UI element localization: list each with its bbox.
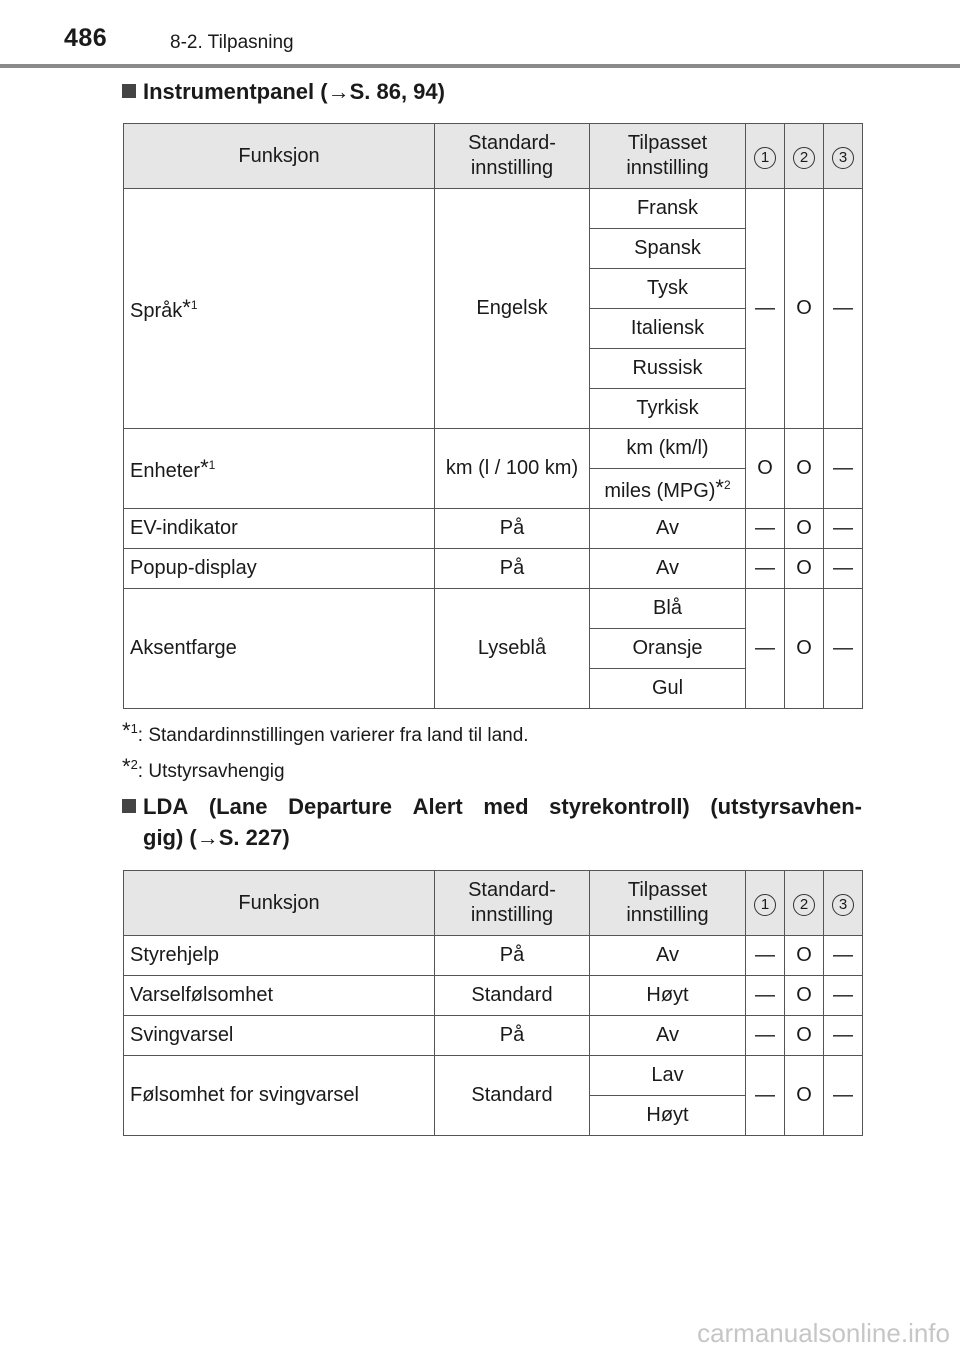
footnote-asterisk: * bbox=[122, 718, 131, 743]
cell-function bbox=[124, 1056, 435, 1136]
settings-table-instrumentpanel bbox=[123, 123, 863, 709]
cell-option bbox=[590, 1016, 746, 1056]
table-row bbox=[124, 549, 863, 589]
cell-c3: — bbox=[824, 589, 863, 709]
option-label: Tysk bbox=[646, 277, 689, 299]
option-label: miles (MPG) bbox=[604, 479, 716, 502]
option-label: Russisk bbox=[632, 357, 703, 379]
cell-c2: O bbox=[785, 549, 824, 589]
cell-option bbox=[590, 629, 746, 669]
footnote-ref bbox=[182, 294, 198, 320]
cell-c1: — bbox=[746, 189, 785, 429]
footnote-text: : Standardinnstillingen varierer fra land til land. bbox=[137, 725, 529, 746]
cell-c1: — bbox=[746, 976, 785, 1016]
cell-c1: — bbox=[746, 1056, 785, 1136]
header-col-3 bbox=[824, 871, 863, 936]
cell-option bbox=[590, 589, 746, 629]
cell-c3: — bbox=[824, 976, 863, 1016]
footnote-number: 1 bbox=[130, 721, 138, 736]
cell-function bbox=[124, 549, 435, 589]
cell-c2: O bbox=[785, 429, 824, 509]
title-word: med bbox=[483, 794, 529, 819]
header-default: Standard- innstilling bbox=[435, 871, 590, 936]
cell-option bbox=[590, 1056, 746, 1096]
cell-function bbox=[124, 1016, 435, 1056]
cell-default: På bbox=[435, 509, 590, 549]
table-row bbox=[124, 976, 863, 1016]
circled-number-3-icon: 3 bbox=[832, 894, 854, 916]
table-row bbox=[124, 1016, 863, 1056]
section-heading-instrumentpanel bbox=[122, 76, 445, 107]
cell-option bbox=[590, 189, 746, 229]
cell-c1: — bbox=[746, 936, 785, 976]
cell-c1: — bbox=[746, 549, 785, 589]
cell-c2: O bbox=[785, 589, 824, 709]
option-label: Blå bbox=[653, 597, 682, 619]
header-col-2 bbox=[785, 871, 824, 936]
cell-c1: O bbox=[746, 429, 785, 509]
option-label: Tyrkisk bbox=[636, 397, 699, 419]
table-row bbox=[124, 189, 863, 229]
cell-function bbox=[124, 509, 435, 549]
cell-option bbox=[590, 469, 746, 509]
footnote-2 bbox=[122, 754, 285, 783]
circled-number-1-icon: 1 bbox=[754, 894, 776, 916]
footnote-asterisk: * bbox=[715, 474, 724, 500]
option-label: Av bbox=[656, 517, 679, 539]
cell-c3: — bbox=[824, 1016, 863, 1056]
cell-default: Lyseblå bbox=[435, 589, 590, 709]
cell-option bbox=[590, 309, 746, 349]
section-title: Instrumentpanel (→S. 86, 94) bbox=[143, 79, 445, 104]
header-col-2 bbox=[785, 124, 824, 189]
circled-number-1-icon: 1 bbox=[754, 147, 776, 169]
section-title-line-1 bbox=[122, 791, 862, 822]
cell-c1: — bbox=[746, 1016, 785, 1056]
cell-option bbox=[590, 389, 746, 429]
cell-default: Standard bbox=[435, 976, 590, 1016]
option-label: Oransje bbox=[632, 637, 703, 659]
option-label: Høyt bbox=[646, 1104, 689, 1126]
cell-option bbox=[590, 229, 746, 269]
function-label: Følsomhet for svingvarsel bbox=[130, 1084, 359, 1106]
option-label: Av bbox=[656, 557, 679, 579]
cell-c2: O bbox=[785, 189, 824, 429]
footnote-asterisk: * bbox=[182, 294, 191, 320]
cell-function bbox=[124, 976, 435, 1016]
cell-option bbox=[590, 269, 746, 309]
cell-option bbox=[590, 976, 746, 1016]
table-row bbox=[124, 589, 863, 629]
title-word: Alert bbox=[412, 794, 463, 819]
function-label: EV-indikator bbox=[130, 517, 238, 539]
cell-c2: O bbox=[785, 509, 824, 549]
section-reference: 8-2. Tilpasning bbox=[170, 32, 294, 53]
footnote-number: 2 bbox=[130, 757, 138, 772]
cell-c2: O bbox=[785, 976, 824, 1016]
cell-c3: — bbox=[824, 429, 863, 509]
cell-default: På bbox=[435, 1016, 590, 1056]
header-default: Standard- innstilling bbox=[435, 124, 590, 189]
cell-option bbox=[590, 936, 746, 976]
footnote-ref bbox=[715, 474, 731, 500]
footnote-number: 1 bbox=[208, 457, 216, 472]
option-label: Lav bbox=[651, 1064, 684, 1086]
cell-default: På bbox=[435, 936, 590, 976]
cell-option bbox=[590, 429, 746, 469]
circled-number-2-icon: 2 bbox=[793, 147, 815, 169]
table-header-row bbox=[124, 871, 863, 936]
option-label: Fransk bbox=[636, 197, 699, 219]
function-label: Styrehjelp bbox=[130, 944, 219, 966]
cell-option bbox=[590, 509, 746, 549]
cell-default: Engelsk bbox=[435, 189, 590, 429]
option-label: Italiensk bbox=[630, 317, 705, 339]
header-custom: Tilpasset innstilling bbox=[590, 124, 746, 189]
bullet-square-icon bbox=[122, 799, 136, 813]
header-function: Funksjon bbox=[124, 124, 435, 189]
header-col-1 bbox=[746, 124, 785, 189]
option-label: Høyt bbox=[646, 984, 689, 1006]
table-row bbox=[124, 936, 863, 976]
function-label: Svingvarsel bbox=[130, 1024, 234, 1046]
title-word: (Lane bbox=[208, 794, 268, 819]
function-label: Popup-display bbox=[130, 557, 257, 579]
header-col-3 bbox=[824, 124, 863, 189]
page-header bbox=[0, 0, 960, 68]
cell-option bbox=[590, 549, 746, 589]
footnote-1 bbox=[122, 718, 529, 747]
cell-c3: — bbox=[824, 549, 863, 589]
settings-table-lda bbox=[123, 870, 863, 1136]
title-word: (utstyrsavhen- bbox=[710, 794, 862, 819]
option-label: km (km/l) bbox=[626, 437, 709, 459]
cell-option bbox=[590, 669, 746, 709]
cell-option bbox=[590, 1096, 746, 1136]
footnote-ref bbox=[200, 454, 216, 480]
bullet-square-icon bbox=[122, 84, 136, 98]
footnote-text: : Utstyrsavhengig bbox=[137, 761, 285, 782]
cell-c3: — bbox=[824, 509, 863, 549]
section-heading-lda bbox=[122, 791, 862, 853]
footnote-number: 1 bbox=[190, 297, 198, 312]
title-word: Departure bbox=[288, 794, 393, 819]
function-label: Aksentfarge bbox=[130, 637, 237, 659]
cell-function bbox=[124, 589, 435, 709]
cell-function bbox=[124, 936, 435, 976]
option-label: Spansk bbox=[634, 237, 701, 259]
cell-c2: O bbox=[785, 936, 824, 976]
footnote-number: 2 bbox=[723, 477, 731, 492]
header-custom: Tilpasset innstilling bbox=[590, 871, 746, 936]
header-divider bbox=[0, 64, 960, 68]
cell-option bbox=[590, 349, 746, 389]
function-label: Enheter bbox=[130, 459, 201, 482]
header-function: Funksjon bbox=[124, 871, 435, 936]
function-label: Språk bbox=[130, 299, 183, 322]
cell-c2: O bbox=[785, 1016, 824, 1056]
footnote-asterisk: * bbox=[200, 454, 209, 480]
circled-number-2-icon: 2 bbox=[793, 894, 815, 916]
cell-default: På bbox=[435, 549, 590, 589]
option-label: Av bbox=[656, 1024, 679, 1046]
cell-c1: — bbox=[746, 509, 785, 549]
header-col-1 bbox=[746, 871, 785, 936]
cell-c3: — bbox=[824, 936, 863, 976]
cell-c3: — bbox=[824, 1056, 863, 1136]
title-word: LDA bbox=[143, 794, 189, 819]
cell-function bbox=[124, 189, 435, 429]
option-label: Av bbox=[656, 944, 679, 966]
cell-c3: — bbox=[824, 189, 863, 429]
table-row bbox=[124, 429, 863, 469]
table-row bbox=[124, 1056, 863, 1096]
option-label: Gul bbox=[651, 677, 684, 699]
title-word: styrekontroll) bbox=[549, 794, 690, 819]
cell-default: Standard bbox=[435, 1056, 590, 1136]
watermark: carmanualsonline.info bbox=[697, 1318, 950, 1348]
cell-c1: — bbox=[746, 589, 785, 709]
cell-c2: O bbox=[785, 1056, 824, 1136]
section-title-line-2: gig) (→S. 227) bbox=[143, 825, 290, 850]
cell-default: km (l / 100 km) bbox=[435, 429, 590, 509]
function-label: Varselfølsomhet bbox=[130, 984, 274, 1006]
table-row bbox=[124, 509, 863, 549]
cell-function bbox=[124, 429, 435, 509]
footnote-asterisk: * bbox=[122, 754, 131, 779]
page-number: 486 bbox=[64, 24, 108, 52]
table-header-row bbox=[124, 124, 863, 189]
circled-number-3-icon: 3 bbox=[832, 147, 854, 169]
